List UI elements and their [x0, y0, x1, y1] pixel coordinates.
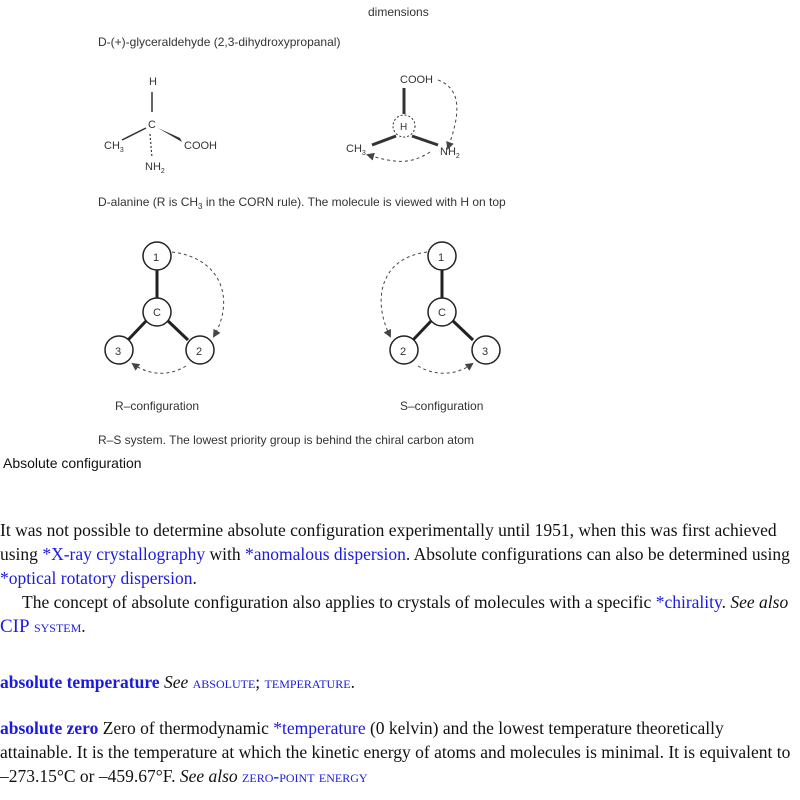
s-node-1: 1 [438, 252, 445, 264]
alanine-structure-left [104, 76, 217, 175]
link-chirality[interactable]: *chirality [655, 592, 722, 612]
r-configuration-diagram [105, 242, 224, 413]
paragraph-1: It was not possible to determine absolute configuration experimentally until 1951, when this was first achieved using *X-ray crystallography with *anomalous dispersion. Absolute configurations can also be determined using *optical rotatory dispersion. [0, 520, 790, 588]
link-anomalous-dispersion[interactable]: *anomalous dispersion [244, 544, 406, 564]
link-cip[interactable]: CIP [0, 616, 30, 637]
r-configuration-label: R–configuration [115, 399, 200, 413]
figure-caption: Absolute configuration [3, 455, 142, 471]
r-node-2: 2 [196, 346, 203, 358]
headword-absolute-temperature: absolute temperature [0, 672, 160, 692]
alanine-structure-right [346, 74, 460, 161]
cooh-label-right: COOH [400, 74, 433, 86]
s-node-3: 3 [482, 346, 489, 358]
entry-absolute-configuration-text [0, 518, 800, 639]
nh2-label: $NH_2$ [145, 161, 165, 175]
link-temperature-ref[interactable]: temperature [264, 672, 351, 692]
entry-absolute-temperature: absolute temperature See absolute; temperature. [0, 672, 355, 692]
ch3-label-right: $CH_3$ [346, 143, 366, 157]
s-configuration-label: S–configuration [400, 399, 484, 413]
cooh-label: COOH [184, 140, 217, 152]
link-system[interactable]: system [33, 616, 82, 636]
entry-absolute-zero: absolute zero Zero of thermodynamic *temperature (0 kelvin) and the lowest temperature theoretically attainable. It is the temperature at which the kinetic energy of atoms and molecules is minimal. It is equivalent to –273.15°C or –459.67°F. See also zero-point energy [0, 718, 791, 786]
link-temperature[interactable]: *temperature [273, 718, 366, 738]
top-fragment-text: dimensions [368, 5, 429, 19]
paragraph-2: The concept of absolute configuration also applies to crystals of molecules with a specific *chirality. See also CIP system. [0, 592, 789, 637]
headword-absolute-zero: absolute zero [0, 718, 99, 738]
s-node-2: 2 [400, 346, 407, 358]
r-node-1: 1 [153, 252, 160, 264]
carbon-label: C [148, 119, 156, 131]
link-zero-point-energy[interactable]: zero-point energy [242, 766, 368, 786]
h-label-right: H [400, 122, 408, 133]
nh2-label-right: $NH_2$ [440, 146, 460, 160]
link-optical-rotatory-dispersion[interactable]: *optical rotatory dispersion [0, 568, 193, 588]
r-node-3: 3 [115, 346, 122, 358]
link-absolute[interactable]: absolute [192, 672, 256, 692]
ch3-label: $CH_3$ [104, 140, 124, 154]
glyceraldehyde-title: D-(+)-glyceraldehyde (2,3-dihydroxypropanal) [98, 35, 341, 49]
r-node-center: C [153, 307, 161, 319]
link-xray-crystallography[interactable]: *X-ray crystallography [42, 544, 206, 564]
s-node-center: C [438, 307, 446, 319]
h-label: H [149, 76, 157, 88]
rs-caption: R–S system. The lowest priority group is behind the chiral carbon atom [98, 433, 474, 447]
alanine-caption: D-alanine (R is $CH_3$ in the CORN rule). The molecule is viewed with H on top [98, 195, 506, 211]
s-configuration-diagram [381, 242, 500, 413]
